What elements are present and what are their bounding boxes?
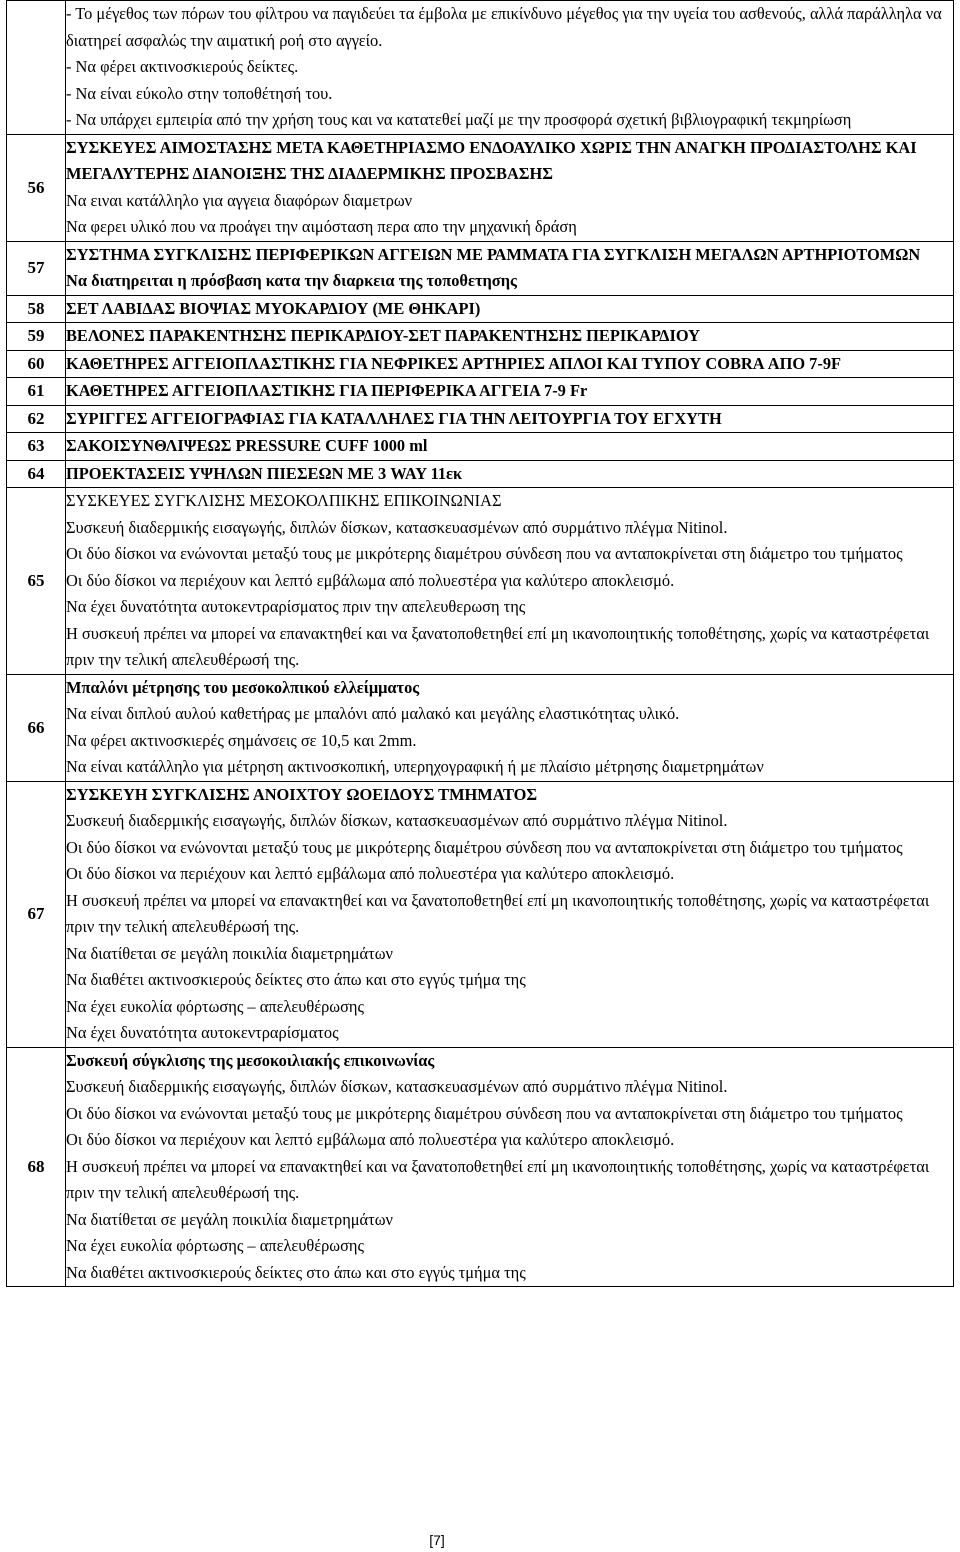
item-spec-line: Να έχει ευκολία φόρτωσης – απελευθέρωσης [66,996,364,1016]
item-description [66,323,954,351]
table-row [7,460,954,488]
item-spec-line: Συσκευή διαδερμικής εισαγωγής, διπλών δίσκων, κατασκευασμένων από συρμάτινο πλέγμα Nitinol. [66,1077,728,1096]
item-description [66,378,954,406]
item-number: 63 [7,433,66,461]
item-spec-line: Να είναι διπλού αυλού καθετήρας με μπαλόνι από μαλακό και μεγάλης ελαστικότητας υλικό. [66,704,680,723]
item-description [66,1,954,135]
table-row [7,323,954,351]
item-spec-line: - Να υπάρχει εμπειρία από την χρήση τους και να κατατεθεί μαζί με την προσφορά σχετική βιβλιογραφική τεκμηρίωση [66,110,852,129]
item-heading: ΣΥΣΚΕΥΗ ΣΥΓΚΛΙΣΗΣ ΑΝΟΙΧΤΟΥ ΩΟΕΙΔΟΥΣ ΤΜΗΜΑΤΟΣ [66,784,538,804]
table-row [7,1047,954,1287]
item-heading: ΣΥΣΚΕΥΕΣ ΑΙΜΟΣΤΑΣΗΣ ΜΕΤΑ ΚΑΘΕΤΗΡΙΑΣΜΟ ΕΝΔΟΑΥΛΙΚΟ ΧΩΡΙΣ ΤΗΝ ΑΝΑΓΚΗ ΠΡΟΔΙΑΣΤΟΛΗΣ ΚΑΙ ΜΕΓΑΛΥΤΕΡΗΣ ΔΙΑΝΟΙΞΗΣ ΤΗΣ ΔΙΑΔΕΡΜΙΚΗΣ ΠΡΟΣΒΑΣΗΣ [66,137,917,183]
item-number [7,1,66,135]
item-spec-line: Να φερει υλικό που να προάγει την αιμόσταση περα απο την μηχανική δράση [66,217,577,236]
item-spec-line: Συσκευή διαδερμικής εισαγωγής, διπλών δίσκων, κατασκευασμένων από συρμάτινο πλέγμα Nitinol. [66,811,728,830]
item-spec-line: - Το μέγεθος των πόρων του φίλτρου να παγιδεύει τα έμβολα με επικίνδυνο μέγεθος για την υγεία του ασθενούς, αλλά παράλληλα να διατηρεί ασφαλώς την αιματική ροή στο αγγείο. [66,4,942,50]
item-number: 66 [7,674,66,781]
table-row [7,488,954,675]
item-number: 58 [7,295,66,323]
item-spec-line: Οι δύο δίσκοι να περιέχουν και λεπτό εμβάλωμα από πολυεστέρα για καλύτερο αποκλεισμό. [66,864,675,883]
item-number: 65 [7,488,66,675]
item-heading: ΚΑΘΕΤΗΡΕΣ ΑΓΓΕΙΟΠΛΑΣΤΙΚΗΣ ΓΙΑ ΠΕΡΙΦΕΡΙΚΑ ΑΓΓΕΙΑ 7-9 Fr [66,381,588,400]
item-description [66,781,954,1047]
item-number: 67 [7,781,66,1047]
item-heading: ΣΥΡΙΓΓΕΣ ΑΓΓΕΙΟΓΡΑΦΙΑΣ ΓΙΑ ΚΑΤΑΛΛΗΛΕΣ ΓΙΑ ΤΗΝ ΛΕΙΤΟΥΡΓΙΑ ΤΟΥ ΕΓΧΥΤΗ [66,408,722,428]
item-spec-line: Να έχει δυνατότητα αυτοκεντραρίσματος [66,1023,339,1042]
item-description [66,241,954,295]
item-heading: ΣΥΣΤΗΜΑ ΣΥΓΚΛΙΣΗΣ ΠΕΡΙΦΕΡΙΚΩΝ ΑΓΓΕΙΩΝ ΜΕ ΡΑΜΜΑΤΑ ΓΙΑ ΣΥΓΚΛΙΣΗ ΜΕΓΑΛΩΝ ΑΡΤΗΡΙΟΤΟΜΩΝ [66,244,921,264]
table-row [7,1,954,135]
item-spec-line: Οι δύο δίσκοι να ενώνονται μεταξύ τους με μικρότερης διαμέτρου σύνδεση που να ανταποκρίνεται στη διάμετρο του τμήματος [66,544,903,563]
table-row [7,241,954,295]
item-description [66,674,954,781]
table-row [7,350,954,378]
item-heading: ΣΕΤ ΛΑΒΙΔΑΣ ΒΙΟΨΙΑΣ ΜΥΟΚΑΡΔΙΟΥ (ΜΕ ΘΗΚΑΡΙ) [66,298,481,318]
item-number: 64 [7,460,66,488]
item-description [66,460,954,488]
item-description [66,405,954,433]
item-spec-line: Να έχει ευκολία φόρτωσης – απελευθέρωσης [66,1236,364,1255]
item-heading: Συσκευή σύγκλισης της μεσοκοιλιακής επικοινωνίας [66,1050,435,1070]
item-spec-line: Οι δύο δίσκοι να περιέχουν και λεπτό εμβάλωμα από πολυεστέρα για καλύτερο αποκλεισμό. [66,1130,675,1149]
item-heading: ΚΑΘΕΤΗΡΕΣ ΑΓΓΕΙΟΠΛΑΣΤΙΚΗΣ ΓΙΑ ΝΕΦΡΙΚΕΣ ΑΡΤΗΡΙΕΣ ΑΠΛΟΙ ΚΑΙ ΤΥΠΟΥ COBRA ΑΠΟ 7-9F [66,353,842,373]
item-spec-line: Η συσκευή πρέπει να μπορεί να επανακτηθεί και να ξανατοποθετηθεί επί μη ικανοποιητικής τοποθέτησης, χωρίς να καταστρέφεται πριν την τελική απελευθέρωσή της. [66,890,930,936]
item-spec-line: Να διαθέτει ακτινοσκιερούς δείκτες στο άπω και στο εγγύς τμήμα της [66,1262,526,1282]
item-heading: ΒΕΛΟΝΕΣ ΠΑΡΑΚΕΝΤΗΣΗΣ ΠΕΡΙΚΑΡΔΙΟΥ-ΣΕΤ ΠΑΡΑΚΕΝΤΗΣΗΣ ΠΕΡΙΚΑΡΔΙΟΥ [66,326,700,345]
item-spec-line: Οι δύο δίσκοι να ενώνονται μεταξύ τους με μικρότερης διαμέτρου σύνδεση που να ανταποκρίνεται στη διάμετρο του τμήματος [66,837,903,857]
table-row [7,433,954,461]
item-number: 56 [7,134,66,241]
item-spec-line: ΣΥΣΚΕΥΕΣ ΣΥΓΚΛΙΣΗΣ ΜΕΣΟΚΟΛΠΙΚΗΣ ΕΠΙΚΟΙΝΩΝΙΑΣ [66,491,502,510]
item-number: 61 [7,378,66,406]
item-number: 60 [7,350,66,378]
item-spec-line: - Να είναι εύκολο στην τοποθέτησή του. [66,83,333,103]
table-row [7,378,954,406]
item-description [66,1047,954,1287]
table-row [7,781,954,1047]
item-heading: Να διατηρειται η πρόσβαση κατα την διαρκεια της τοποθετησης [66,271,517,290]
item-spec-line: Οι δύο δίσκοι να περιέχουν και λεπτό εμβάλωμα από πολυεστέρα για καλύτερο αποκλεισμό. [66,570,675,590]
item-description [66,350,954,378]
item-description [66,134,954,241]
item-number: 68 [7,1047,66,1287]
item-heading: Μπαλόνι μέτρησης του μεσοκολπικού ελλείμματος [66,677,420,697]
table-row [7,674,954,781]
item-description [66,433,954,461]
page-number: [7] [429,1532,445,1548]
item-spec-line: Να είναι κατάλληλο για μέτρηση ακτινοσκοπική, υπερηχογραφική ή με πλαίσιο μέτρησης διαμετρημάτων [66,757,764,776]
item-spec-line: Οι δύο δίσκοι να ενώνονται μεταξύ τους με μικρότερης διαμέτρου σύνδεση που να ανταποκρίνεται στη διάμετρο του τμήματος [66,1103,903,1123]
table-row [7,295,954,323]
document-page [6,0,954,1287]
item-spec-line: Να φέρει ακτινοσκιερές σημάνσεις σε 10,5 και 2mm. [66,730,417,750]
item-number: 59 [7,323,66,351]
item-heading: ΠΡΟΕΚΤΑΣΕΙΣ ΥΨΗΛΩΝ ΠΙΕΣΕΩΝ ΜΕ 3 WAY 11εκ [66,463,463,483]
table-row [7,405,954,433]
item-heading: ΣΑΚΟΙΣΥΝΘΛΙΨΕΩΣ PRESSURE CUFF 1000 ml [66,436,428,455]
spec-table [6,0,954,1287]
item-description [66,295,954,323]
item-spec-line: Να διατίθεται σε μεγάλη ποικιλία διαμετρημάτων [66,1209,393,1229]
item-spec-line: - Να φέρει ακτινοσκιερούς δείκτες. [66,57,299,76]
item-spec-line: Να διαθέτει ακτινοσκιερούς δείκτες στο άπω και στο εγγύς τμήμα της [66,970,526,989]
table-row [7,134,954,241]
item-spec-line: Η συσκευή πρέπει να μπορεί να επανακτηθεί και να ξανατοποθετηθεί επί μη ικανοποιητικής τοποθέτησης, χωρίς να καταστρέφεται πριν την τελική απελευθέρωσή της. [66,623,930,669]
spec-table-body [7,1,954,1287]
item-description [66,488,954,675]
item-spec-line: Να έχει δυνατότητα αυτοκεντραρίσματος πριν την απελευθερωση της [66,597,526,616]
item-number: 57 [7,241,66,295]
item-spec-line: Η συσκευή πρέπει να μπορεί να επανακτηθεί και να ξανατοποθετηθεί επί μη ικανοποιητικής τοποθέτησης, χωρίς να καταστρέφεται πριν την τελική απελευθέρωσή της. [66,1156,930,1202]
item-number: 62 [7,405,66,433]
item-spec-line: Συσκευή διαδερμικής εισαγωγής, διπλών δίσκων, κατασκευασμένων από συρμάτινο πλέγμα Nitinol. [66,517,728,537]
item-spec-line: Να διατίθεται σε μεγάλη ποικιλία διαμετρημάτων [66,943,393,963]
item-spec-line: Να ειναι κατάλληλο για αγγεια διαφόρων διαμετρων [66,190,413,210]
